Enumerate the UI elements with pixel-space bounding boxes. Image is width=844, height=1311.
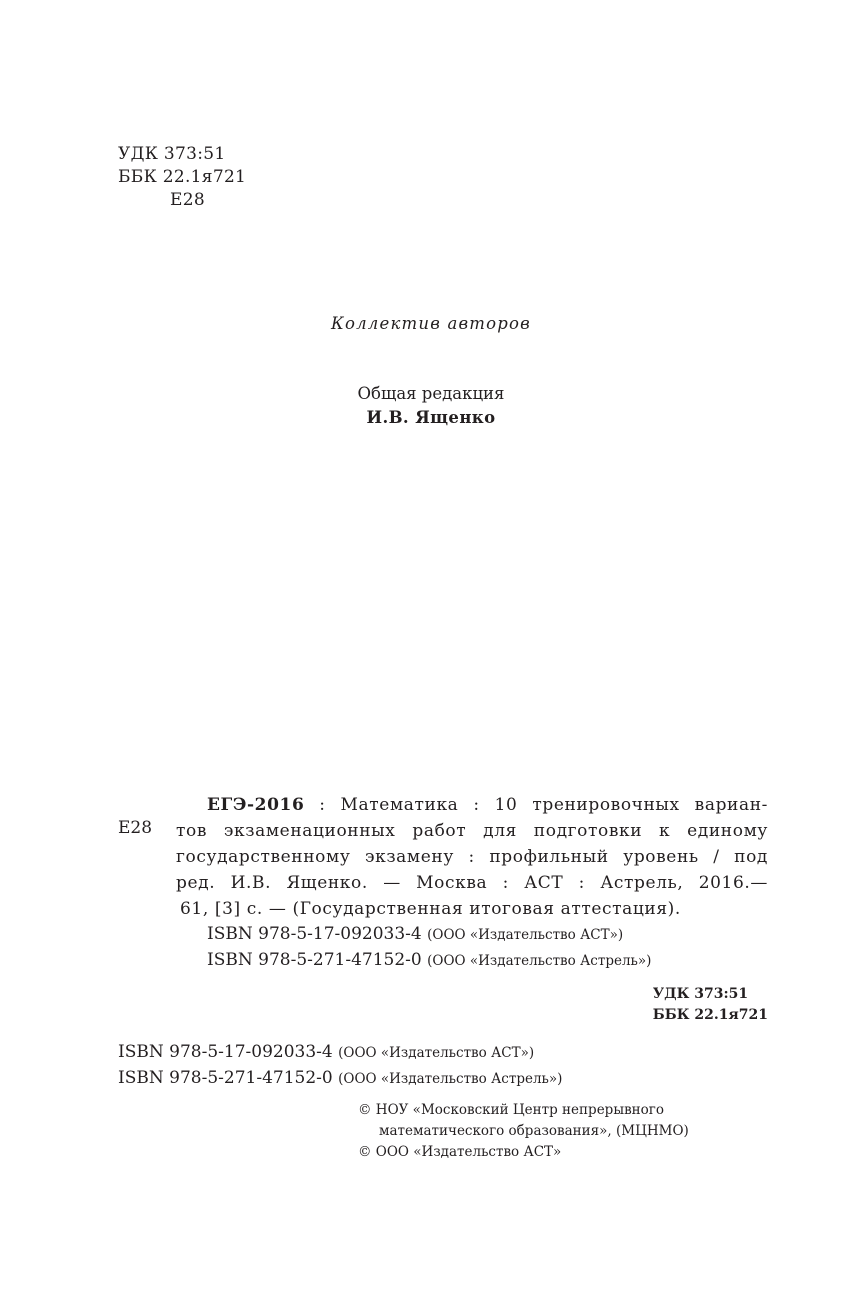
isbn-number: ISBN 978-5-271-47152-0 (118, 1068, 333, 1088)
isbn-publisher: (ООО «Издательство АСТ») (427, 927, 624, 943)
description-line-3: государственному экзамену : профильный уровень / под (176, 847, 768, 867)
catalog-card-code: Е28 (118, 818, 153, 838)
description-line-2: тов экзаменационных работ для подготовки к единому (176, 821, 768, 841)
isbn-list (118, 1040, 562, 1092)
isbn-number: ISBN 978-5-17-092033-4 (207, 924, 422, 944)
catalog-card-description (176, 792, 768, 922)
isbn-line (118, 1040, 562, 1066)
isbn-publisher: (ООО «Издательство АСТ») (338, 1045, 535, 1061)
authors-line: Коллектив авторов (331, 314, 531, 333)
author-mark: Е28 (170, 190, 205, 210)
isbn-number: ISBN 978-5-271-47152-0 (207, 950, 422, 970)
isbn-publisher: (ООО «Издательство Астрель») (427, 953, 652, 969)
copyright-line-1: © НОУ «Московский Центр непрерывного (358, 1102, 664, 1118)
card-udk-code: УДК 373:51 (652, 986, 749, 1002)
isbn-number: ISBN 978-5-17-092033-4 (118, 1042, 333, 1062)
catalog-card-classification (653, 984, 768, 1026)
udk-code: УДК 373:51 (118, 144, 226, 164)
copyright-block (358, 1100, 689, 1163)
book-title: ЕГЭ-2016 (207, 795, 305, 815)
description-line-4: ред. И.В. Ященко. — Москва : АСТ : Астрель, 2016.— (176, 873, 768, 893)
catalog-card-isbn-list (207, 922, 651, 974)
editor-name: И.В. Ященко (366, 408, 496, 427)
editor-label: Общая редакция (357, 384, 505, 403)
description-line-5: 61, [3] с. — (Государственная итоговая аттестация). (180, 899, 681, 919)
copyright-line-3: © ООО «Издательство АСТ» (358, 1144, 562, 1160)
classification-block (118, 143, 246, 212)
isbn-publisher: (ООО «Издательство Астрель») (338, 1071, 563, 1087)
editor-block (0, 382, 844, 430)
copyright-line-2: математического образования», (МЦНМО) (379, 1123, 689, 1139)
isbn-line (207, 948, 651, 974)
card-bbk-code: ББК 22.1я721 (652, 1007, 768, 1023)
isbn-line (207, 922, 651, 948)
bbk-code: ББК 22.1я721 (118, 167, 247, 187)
description-line-1: ЕГЭ-2016 : Математика : 10 тренировочных вариан- (207, 795, 768, 815)
isbn-line (118, 1066, 562, 1092)
